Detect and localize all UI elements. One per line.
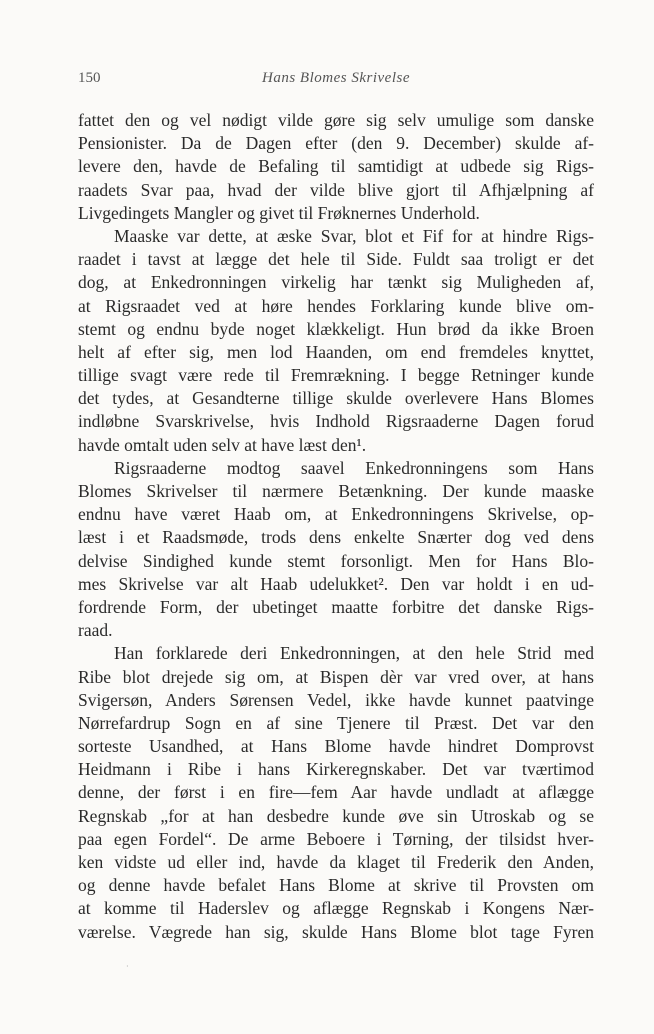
text-line: læst i et Raadsmøde, trods dens enkelte Snærter dog ved dens (78, 527, 594, 548)
text-line: sorteste Usandhed, at Hans Blome havde hindret Domprovst (78, 736, 594, 757)
text-line: Ribe blot drejede sig om, at Bispen dèr var vred over, at hans (78, 666, 594, 687)
text-line: stemt og endnu byde noget klækkeligt. Hun brød da ikke Broen (78, 318, 594, 339)
text-line: tillige svagt være rede til Fremrækning. I begge Retninger kunde (78, 365, 594, 386)
text-line: denne, der først i en fire—fem Aar havde undladt at aflægge (78, 782, 594, 803)
text-line: Maaske var dette, at æske Svar, blot et Fif for at hindre Rigs- (114, 225, 594, 246)
print-speck: · (126, 962, 129, 971)
page-header (78, 70, 594, 92)
text-line: værelse. Vægrede han sig, skulde Hans Blome blot tage Fyren (78, 921, 594, 942)
page-number: 150 (78, 70, 101, 86)
text-line: at Rigsraadet ved at høre hendes Forklaring kunde blive om- (78, 295, 594, 316)
text-line: indløbne Svarskrivelse, hvis Indhold Rigsraaderne Dagen forud (78, 411, 594, 432)
text-line: ken vidste ud eller ind, havde da klaget til Frederik den Anden, (78, 852, 594, 872)
text-line: det tydes, at Gesandterne tillige skulde overlevere Hans Blomes (78, 388, 594, 409)
text-line: Rigsraaderne modtog saavel Enkedronningens som Hans (114, 457, 594, 478)
text-line: havde omtalt uden selv at have læst den¹. (78, 434, 367, 455)
body-text (78, 109, 594, 944)
text-line: raadets Svar paa, hvad der vilde blive gjort til Afhjælpning af (78, 179, 594, 200)
text-line: helt af efter sig, men lod Haanden, om end fremdeles knyttet, (78, 341, 594, 362)
running-title: Hans Blomes Skrivelse (262, 70, 410, 86)
text-line: Svigersøn, Anders Sørensen Vedel, ikke havde kunnet paatvinge (78, 689, 594, 710)
text-line: Heidmann i Ribe i hans Kirkeregnskaber. Det var tværtimod (78, 759, 594, 780)
text-line: dog, at Enkedronningen virkelig har tænkt sig Muligheden af, (78, 272, 594, 293)
text-line: at komme til Haderslev og aflægge Regnskab i Kongens Nær- (78, 898, 594, 919)
text-line: og denne havde befalet Hans Blome at skrive til Provsten om (78, 875, 594, 896)
text-line: delvise Sindighed kunde stemt forsonligt. Men for Hans Blo- (78, 550, 594, 571)
text-line: Pensionister. Da de Dagen efter (den 9. December) skulde af- (78, 133, 594, 154)
text-line: fattet den og vel nødigt vilde gøre sig selv umulige som danske (78, 110, 594, 130)
text-line: raad. (78, 620, 113, 641)
text-line: Nørrefardrup Sogn en af sine Tjenere til Præst. Det var den (78, 712, 594, 733)
text-line: Regnskab „for at han desbedre kunde øve sin Utroskab og se (78, 805, 594, 826)
text-line: levere den, havde de Befaling til samtidigt at udbede sig Rigs- (78, 156, 594, 177)
text-line: mes Skrivelse var alt Haab udelukket². Den var holdt i en ud- (78, 573, 594, 594)
text-line: Han forklarede deri Enkedronningen, at den hele Strid med (114, 643, 594, 664)
text-line: Livgedingets Mangler og givet til Frøknernes Underhold. (78, 202, 480, 223)
text-line: endnu have været Haab om, at Enkedronningens Skrivelse, op- (78, 504, 594, 525)
text-line: raadet i tavst at lægge det hele til Side. Fuldt saa troligt er det (78, 249, 594, 270)
text-line: Blomes Skrivelser til nærmere Betænkning. Der kunde maaske (78, 481, 594, 501)
text-line: paa egen Fordel“. De arme Beboere i Tørning, der tilsidst hver- (78, 828, 594, 849)
text-line: fordrende Form, der ubetinget maatte forbitre det danske Rigs- (78, 596, 594, 617)
